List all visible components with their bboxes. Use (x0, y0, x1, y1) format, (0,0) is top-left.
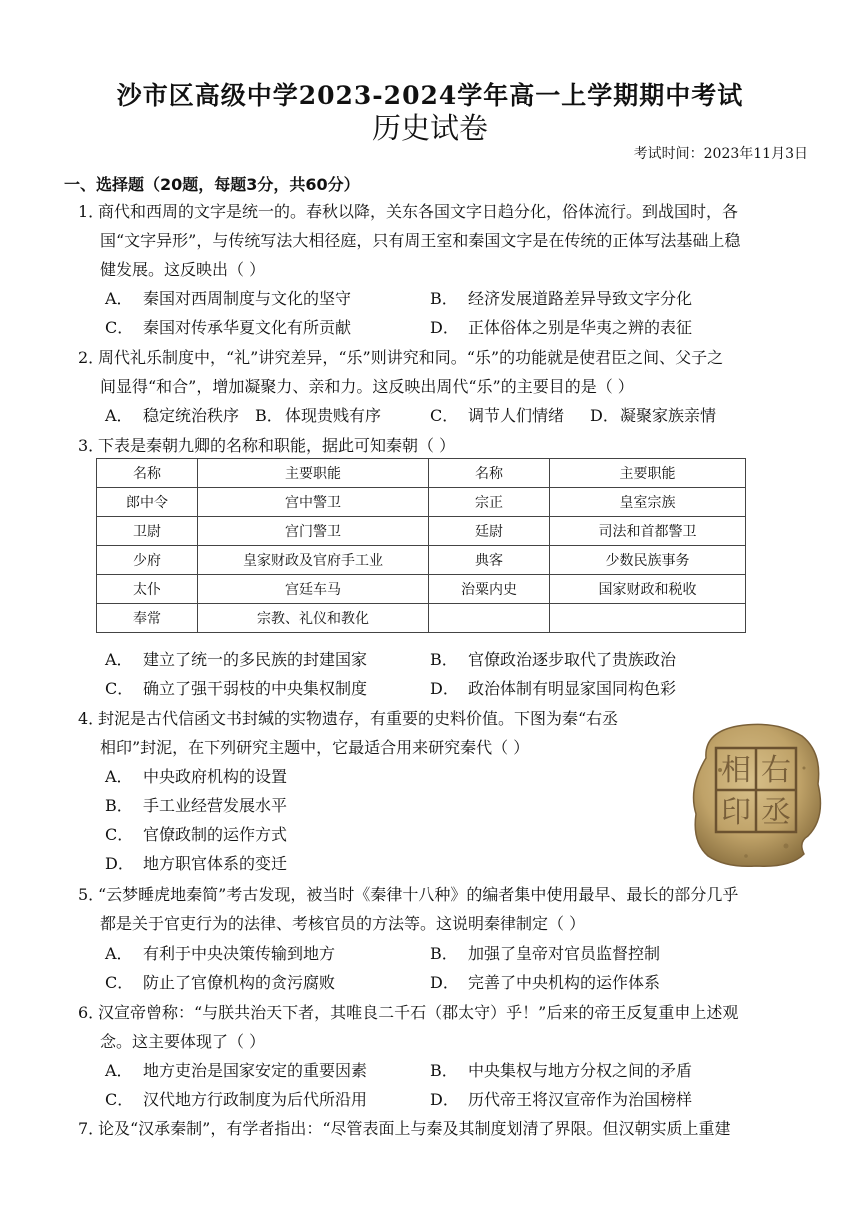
seal-char: 右 (761, 753, 791, 788)
table-cell: 奉常 (97, 604, 198, 633)
table-header: 主要职能 (198, 459, 429, 488)
question-number: 3． (78, 436, 105, 455)
option-c[interactable]: C． 确立了强干弱枝的中央集权制度 (105, 679, 368, 698)
option-c[interactable]: C． 秦国对传承华夏文化有所贡献 (105, 318, 352, 337)
option-b[interactable]: B． 中央集权与地方分权之间的矛盾 (430, 1061, 693, 1080)
question-number: 1． (78, 202, 105, 221)
question-text: 汉宣帝曾称：“与朕共治天下者，其唯良二千石（郡太守）乎！”后来的帝王反复重申上述观 (98, 1003, 739, 1022)
exam-title: 沙市区高级中学2023-2024学年高一上学期期中考试 (116, 81, 744, 110)
question-6 (78, 998, 818, 1056)
option-a[interactable]: A． 中央政府机构的设置 (105, 767, 288, 786)
table-row (97, 604, 746, 633)
exam-time: 考试时间：2023年11月3日 (633, 146, 808, 162)
seal-char: 相 (721, 753, 751, 788)
table-cell: 宗教、礼仪和教化 (198, 604, 429, 633)
question-text: 间显得“和合”，增加凝聚力、亲和力。这反映出周代“乐”的主要目的是（ ） (100, 377, 634, 396)
option-c[interactable]: C． 官僚政制的运作方式 (105, 825, 288, 844)
question-3-options (105, 645, 815, 703)
question-number: 6． (78, 1003, 105, 1022)
table-cell: 廷尉 (429, 517, 550, 546)
question-text: “云梦睡虎地秦简”考古发现，被当时《秦律十八种》的编者集中使用最早、最长的部分几乎 (98, 885, 739, 904)
seal-clay-image (686, 718, 824, 870)
table-cell: 治粟内史 (429, 575, 550, 604)
question-4 (78, 704, 688, 762)
question-6-options (105, 1056, 815, 1114)
option-c[interactable]: C． 汉代地方行政制度为后代所沿用 (105, 1090, 368, 1109)
table-row (97, 546, 746, 575)
question-2-options (105, 401, 815, 430)
question-text: 周代礼乐制度中，“礼”讲究差异，“乐”则讲究和同。“乐”的功能就是使君臣之间、父子之 (98, 348, 724, 367)
question-1 (78, 197, 818, 284)
question-text: 国“文字异形”，与传统写法大相径庭，只有周王室和秦国文字是在传统的正体写法基础上稳 (100, 231, 741, 250)
table-cell: 司法和首都警卫 (550, 517, 746, 546)
table-cell (429, 604, 550, 633)
question-5 (78, 880, 818, 938)
option-b[interactable]: B． 经济发展道路差异导致文字分化 (430, 289, 693, 308)
question-text: 都是关于官吏行为的法律、考核官员的方法等。这说明秦律制定（ ） (100, 914, 586, 933)
question-4-options (105, 762, 505, 878)
table-row (97, 488, 746, 517)
table-header: 名称 (429, 459, 550, 488)
option-a[interactable]: A． 地方吏治是国家安定的重要因素 (105, 1061, 368, 1080)
table-cell: 皇室宗族 (550, 488, 746, 517)
table-cell: 典客 (429, 546, 550, 575)
option-d[interactable]: D． 地方职官体系的变迁 (105, 854, 288, 873)
option-d[interactable]: D． 完善了中央机构的运作体系 (430, 973, 661, 992)
table-cell: 皇家财政及官府手工业 (198, 546, 429, 575)
question-2 (78, 343, 818, 401)
question-text: 下表是秦朝九卿的名称和职能，据此可知秦朝（ ） (98, 436, 456, 455)
option-d[interactable]: D．凝聚家族亲情 (590, 406, 717, 425)
option-c[interactable]: C． 调节人们情绪 (430, 406, 565, 425)
question-text: 健发展。这反映出（ ） (100, 260, 266, 279)
question-text: 封泥是古代信函文书封缄的实物遗存，有重要的史料价值。下图为秦“右丞 (98, 709, 619, 728)
question-number: 4． (78, 709, 105, 728)
table-cell: 太仆 (97, 575, 198, 604)
table-cell: 少府 (97, 546, 198, 575)
option-b[interactable]: B． 官僚政治逐步取代了贵族政治 (430, 650, 677, 669)
table-cell: 宗正 (429, 488, 550, 517)
table-header: 主要职能 (550, 459, 746, 488)
table-header-row (97, 459, 746, 488)
option-c[interactable]: C． 防止了官僚机构的贪污腐败 (105, 973, 336, 992)
question-text: 相印”封泥，在下列研究主题中，它最适合用来研究秦代（ ） (100, 738, 530, 757)
question-text: 商代和西周的文字是统一的。春秋以降，关东各国文字日趋分化，俗体流行。到战国时，各 (98, 202, 739, 221)
nine-ministers-table (96, 458, 746, 633)
table-cell (550, 604, 746, 633)
table-cell: 国家财政和税收 (550, 575, 746, 604)
seal-char: 丞 (761, 795, 791, 830)
option-b[interactable]: B． 手工业经营发展水平 (105, 796, 288, 815)
option-d[interactable]: D． 政治体制有明显家国同构色彩 (430, 679, 677, 698)
option-b[interactable]: B． 体现贵贱有序 (255, 406, 382, 425)
question-number: 2． (78, 348, 105, 367)
table-cell: 宫中警卫 (198, 488, 429, 517)
option-b[interactable]: B． 加强了皇帝对官员监督控制 (430, 944, 661, 963)
table-cell: 宫门警卫 (198, 517, 429, 546)
table-cell: 卫尉 (97, 517, 198, 546)
question-3 (78, 431, 818, 460)
option-d[interactable]: D． 历代帝王将汉宣帝作为治国榜样 (430, 1090, 693, 1109)
question-number: 5． (78, 885, 105, 904)
question-5-options (105, 939, 815, 997)
option-a[interactable]: A． 建立了统一的多民族的封建国家 (105, 650, 368, 669)
section-heading: 一、选择题（20题，每题3分，共60分） (64, 175, 360, 194)
question-text: 念。这主要体现了（ ） (100, 1032, 266, 1051)
seal-char: 印 (721, 795, 751, 830)
question-number: 7． (78, 1119, 105, 1138)
table-row (97, 517, 746, 546)
table-cell: 宫廷车马 (198, 575, 429, 604)
option-a[interactable]: A． 有利于中央决策传输到地方 (105, 944, 336, 963)
option-a[interactable]: A． 秦国对西周制度与文化的坚守 (105, 289, 352, 308)
question-1-options (105, 284, 815, 342)
table-cell: 少数民族事务 (550, 546, 746, 575)
table-header: 名称 (97, 459, 198, 488)
question-7 (78, 1114, 818, 1143)
question-text: 论及“汉承秦制”，有学者指出：“尽管表面上与秦及其制度划清了界限。但汉朝实质上重建 (98, 1119, 731, 1138)
table-cell: 郎中令 (97, 488, 198, 517)
table-row (97, 575, 746, 604)
option-a[interactable]: A． 稳定统治秩序 (105, 406, 240, 425)
option-d[interactable]: D． 正体俗体之别是华夷之辨的表征 (430, 318, 693, 337)
exam-subtitle: 历史试卷 (371, 111, 488, 145)
